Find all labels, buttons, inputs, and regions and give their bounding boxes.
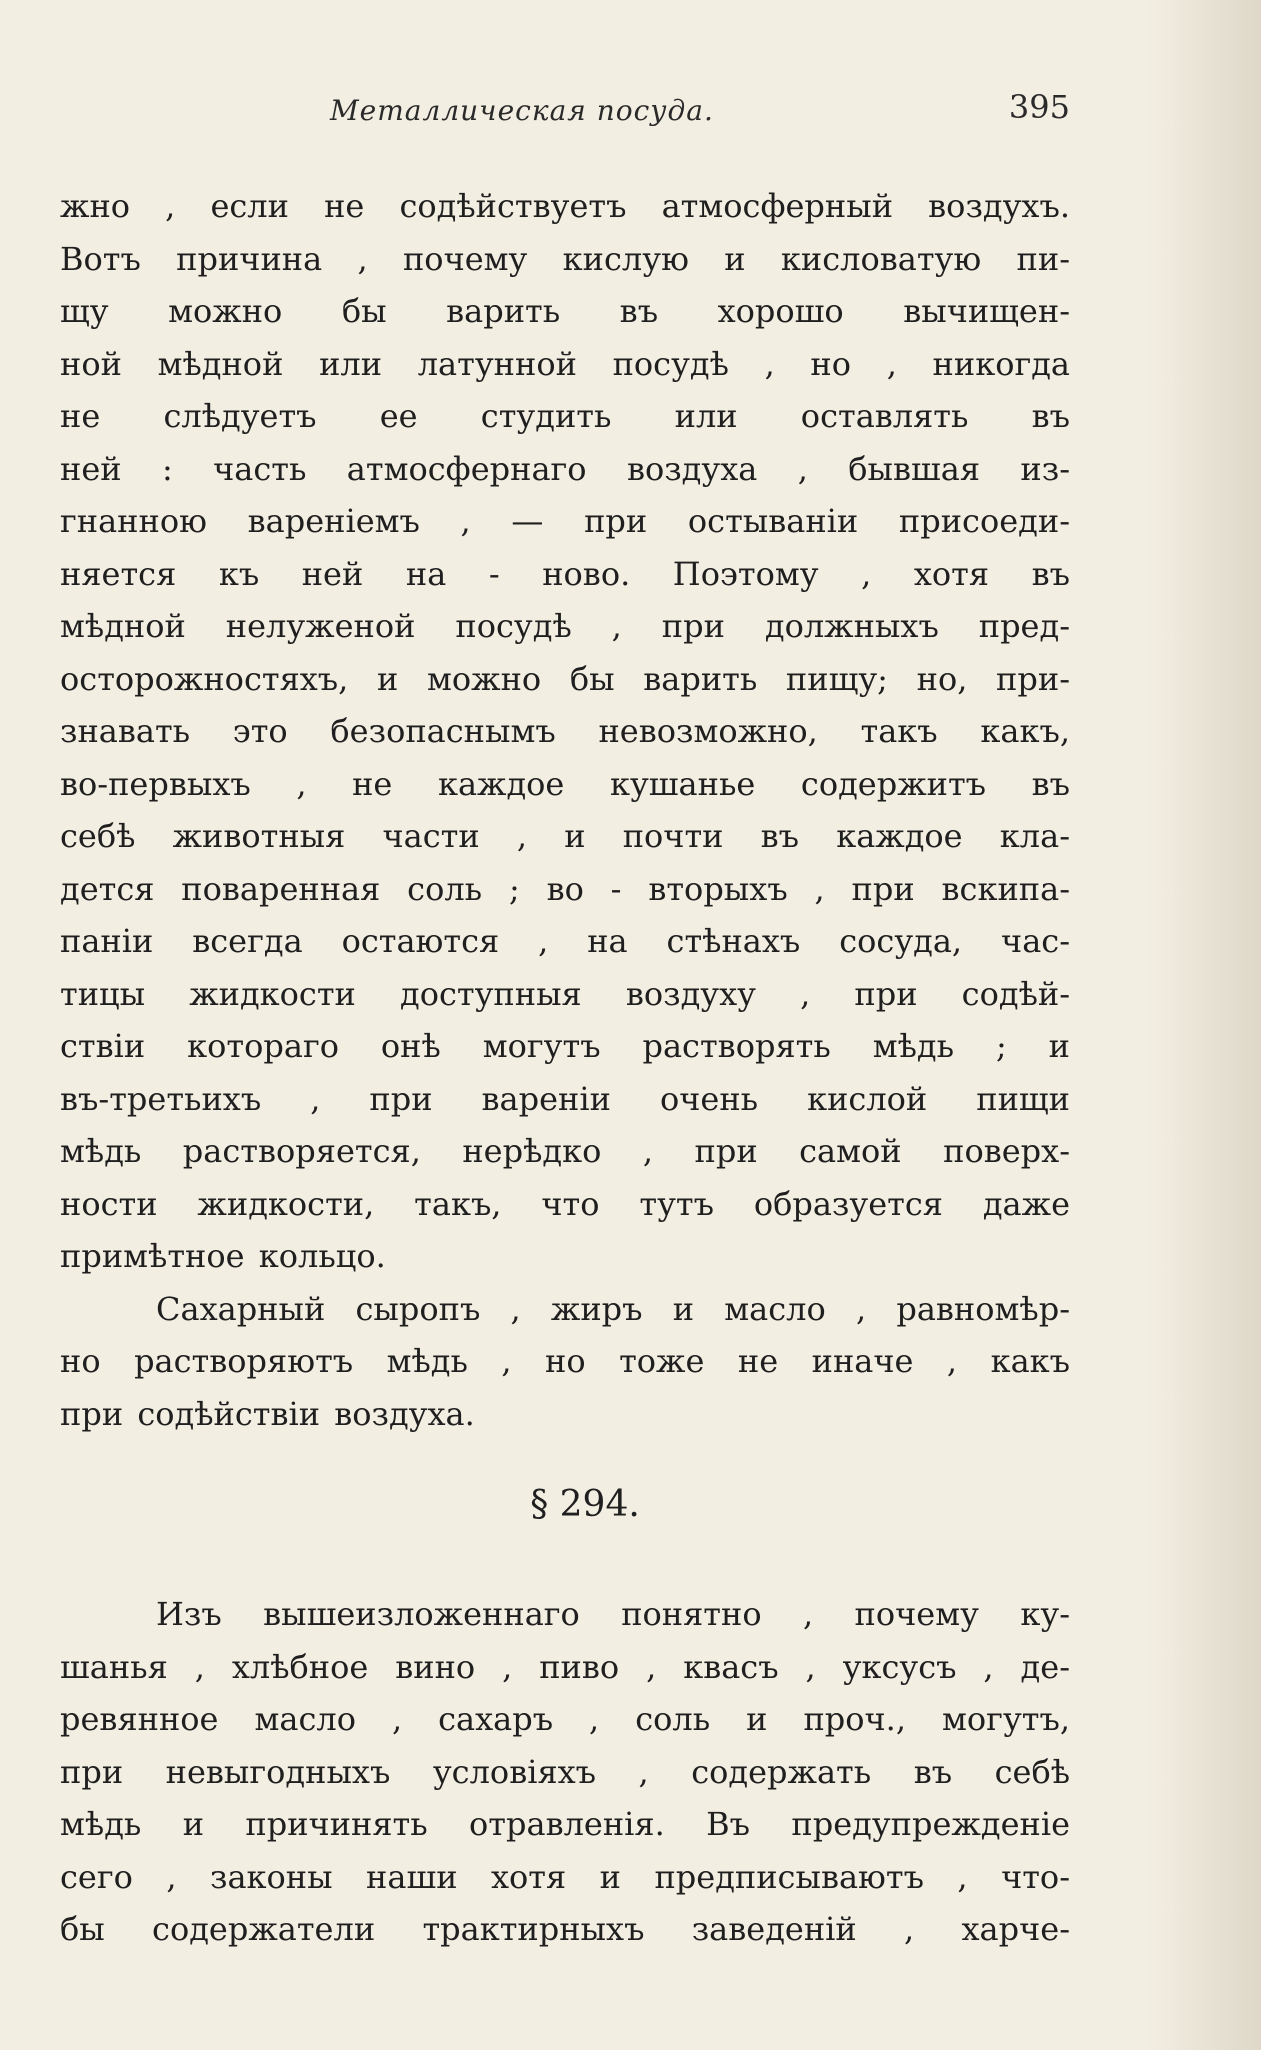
body-text [60, 180, 1070, 1956]
text-line: ной мѣдной или латунной посудѣ , но , никогда [60, 344, 1070, 383]
text-line: щу можно бы варить въ хорошо вычищен- [60, 292, 1070, 330]
text-line: шанья , хлѣбное вино , пиво , квасъ , уксусъ , де- [60, 1647, 1070, 1686]
text-line: бы содержатели трактирныхъ заведеній , харче- [60, 1910, 1070, 1948]
text-line: тицы жидкости доступныя воздуху , при содѣй- [60, 974, 1070, 1013]
text-line: сего , законы наши хотя и предписываютъ , что- [60, 1857, 1070, 1896]
text-line: мѣдь растворяется, нерѣдко , при самой поверх- [60, 1132, 1070, 1170]
text-line: не слѣдуетъ ее студить или оставлять въ [60, 397, 1070, 435]
text-line: няется къ ней на - ново. Поэтому , хотя въ [60, 554, 1070, 593]
text-line: паніи всегда остаются , на стѣнахъ сосуда, час- [60, 922, 1070, 960]
text-line: во-первыхъ , не каждое кушанье содержитъ въ [60, 764, 1070, 803]
text-line: мѣдь и причинять отравленія. Въ предупрежденіе [60, 1805, 1070, 1843]
text-line: примѣтное кольцо. [60, 1237, 386, 1275]
text-line: ревянное масло , сахаръ , соль и проч., могутъ, [60, 1700, 1070, 1738]
section-heading: § 294. [530, 1484, 640, 1525]
text-line: Изъ вышеизложеннаго понятно , почему ку- [156, 1595, 1070, 1633]
text-line: ности жидкости, такъ, что тутъ образуется даже [60, 1184, 1070, 1223]
text-line: ней : часть атмосфернаго воздуха , бывшая из- [60, 449, 1070, 488]
text-line: дется поваренная соль ; во - вторыхъ , при вскипа- [60, 869, 1070, 908]
text-line: мѣдной нелуженой посудѣ , при должныхъ пред- [60, 607, 1070, 645]
paragraph [60, 180, 1070, 1283]
paragraph [60, 1588, 1070, 1956]
paragraph [60, 1283, 1070, 1441]
text-line: Вотъ причина , почему кислую и кисловатую пи- [60, 239, 1070, 278]
text-line: ствіи котораго онѣ могутъ растворять мѣдь ; и [60, 1027, 1070, 1065]
text-line: себѣ животныя части , и почти въ каждое кла- [60, 817, 1070, 855]
text-line: при содѣйствіи воздуха. [60, 1394, 475, 1433]
running-head [60, 88, 1070, 138]
text-line: жно , если не содѣйствуетъ атмосферный воздухъ. [60, 187, 1070, 225]
page-edge-shadow [1141, 0, 1261, 2050]
running-title: Металлическая посуда. [330, 94, 714, 127]
page-number: 395 [1008, 88, 1070, 126]
text-line: осторожностяхъ, и можно бы варить пищу; но, при- [60, 659, 1070, 698]
text-line: Сахарный сыропъ , жиръ и масло , равномѣр- [156, 1289, 1070, 1328]
text-line: но растворяютъ мѣдь , но тоже не иначе , какъ [60, 1342, 1070, 1380]
text-line: гнанною вареніемъ , — при остываніи присоеди- [60, 502, 1070, 540]
text-line: знавать это безопаснымъ невозможно, такъ какъ, [60, 712, 1070, 750]
text-line: при невыгодныхъ условіяхъ , содержать въ себѣ [60, 1752, 1070, 1791]
text-line: въ-третьихъ , при вареніи очень кислой пищи [60, 1079, 1070, 1118]
